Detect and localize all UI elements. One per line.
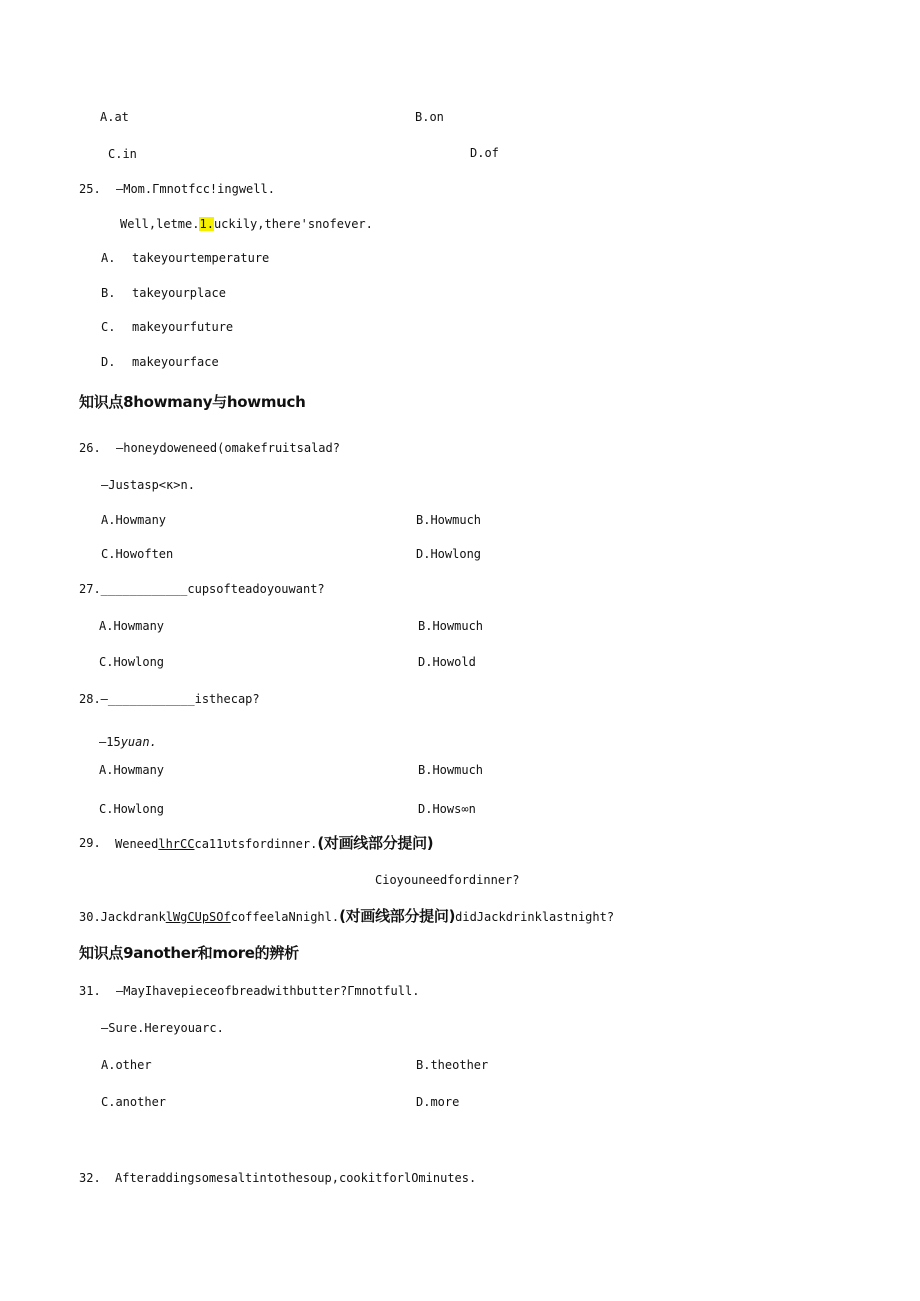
- q30-underlined-part: lWgCUpSOf: [165, 910, 231, 924]
- q28-line2: —15yuan.: [99, 735, 157, 749]
- q25-line1: —Mom.Γmnotfcc!ingwell.: [116, 182, 275, 196]
- section-heading-8: 知识点8howmany与howmuch: [79, 393, 306, 411]
- q25-option-a-letter: A.: [101, 251, 116, 265]
- q25-option-b-letter: B.: [101, 286, 116, 300]
- q29-number: 29.: [79, 836, 101, 850]
- q26-line1: —honeydoweneed(omakefruitsalad?: [116, 441, 340, 455]
- q28-option-a: A.Howmany: [99, 763, 165, 777]
- q26-option-a: A.Howmany: [101, 513, 167, 527]
- q32-number: 32.: [79, 1171, 101, 1185]
- q31-number: 31.: [79, 984, 101, 998]
- q25-highlight: 1.: [199, 217, 214, 231]
- q24-option-c: C.in: [108, 147, 137, 161]
- q27-option-d: D.Howold: [418, 655, 476, 669]
- q31-option-b: B.theother: [416, 1058, 489, 1072]
- q24-option-b: B.on: [415, 110, 444, 124]
- q25-option-a: takeyourtemperature: [132, 251, 270, 265]
- q31-option-a: A.other: [101, 1058, 152, 1072]
- section-heading-9: 知识点9another和more的辨析: [79, 944, 299, 962]
- q31-line2: —Sure.Hereyouarc.: [101, 1021, 224, 1035]
- q29-line1: WeneedlhrCCca11υtsfordinner.(对画线部分提问): [115, 834, 434, 852]
- q27-option-c: C.Howlong: [99, 655, 165, 669]
- q27-option-a: A.Howmany: [99, 619, 165, 633]
- q25-option-c-letter: C.: [101, 320, 116, 334]
- q28-option-b: B.Howmuch: [418, 763, 484, 777]
- q26-line2: —Justasp<κ>n.: [101, 478, 195, 492]
- q25-option-c: makeyourfuture: [132, 320, 234, 334]
- q25-option-b: takeyourplace: [132, 286, 226, 300]
- q26-option-d: D.Howlong: [416, 547, 482, 561]
- q25-option-d: makeyourface: [132, 355, 219, 369]
- q26-option-b: B.Howmuch: [416, 513, 482, 527]
- q30-instruction: (对画线部分提问): [339, 907, 456, 925]
- q24-option-d: D.of: [470, 146, 499, 160]
- q28-line1: 28.—____________isthecap?: [79, 692, 260, 706]
- q31-option-d: D.more: [416, 1095, 460, 1109]
- q29-instruction: (对画线部分提问): [317, 834, 434, 852]
- q27-option-b: B.Howmuch: [418, 619, 484, 633]
- q28-option-c: C.Howlong: [99, 802, 165, 816]
- q32-line1: Afteraddingsomesaltintothesoup,cookitforlOminutes.: [115, 1171, 477, 1185]
- q30-line1: 30.JackdranklWgCUpSOfcoffeelaNnighl.(对画线部分提问)didJackdrinklastnight?: [79, 907, 615, 925]
- q29-underlined-part: lhrCC: [158, 837, 195, 851]
- q28-option-d: D.Hows∞n: [418, 802, 476, 816]
- q29-answer-line: Cioyouneedfordinner?: [375, 873, 520, 887]
- q31-option-c: C.another: [101, 1095, 167, 1109]
- q25-number: 25.: [79, 182, 101, 196]
- q31-line1: —MayIhavepieceofbreadwithbutter?Γmnotfull.: [116, 984, 420, 998]
- q26-option-c: C.Howoften: [101, 547, 174, 561]
- q26-number: 26.: [79, 441, 101, 455]
- q27-line1: 27.____________cupsofteadoyouwant?: [79, 582, 325, 596]
- q25-option-d-letter: D.: [101, 355, 116, 369]
- q24-option-a: A.at: [100, 110, 129, 124]
- q25-line2: Well,letme.1.uckily,there'snofever.: [120, 217, 373, 231]
